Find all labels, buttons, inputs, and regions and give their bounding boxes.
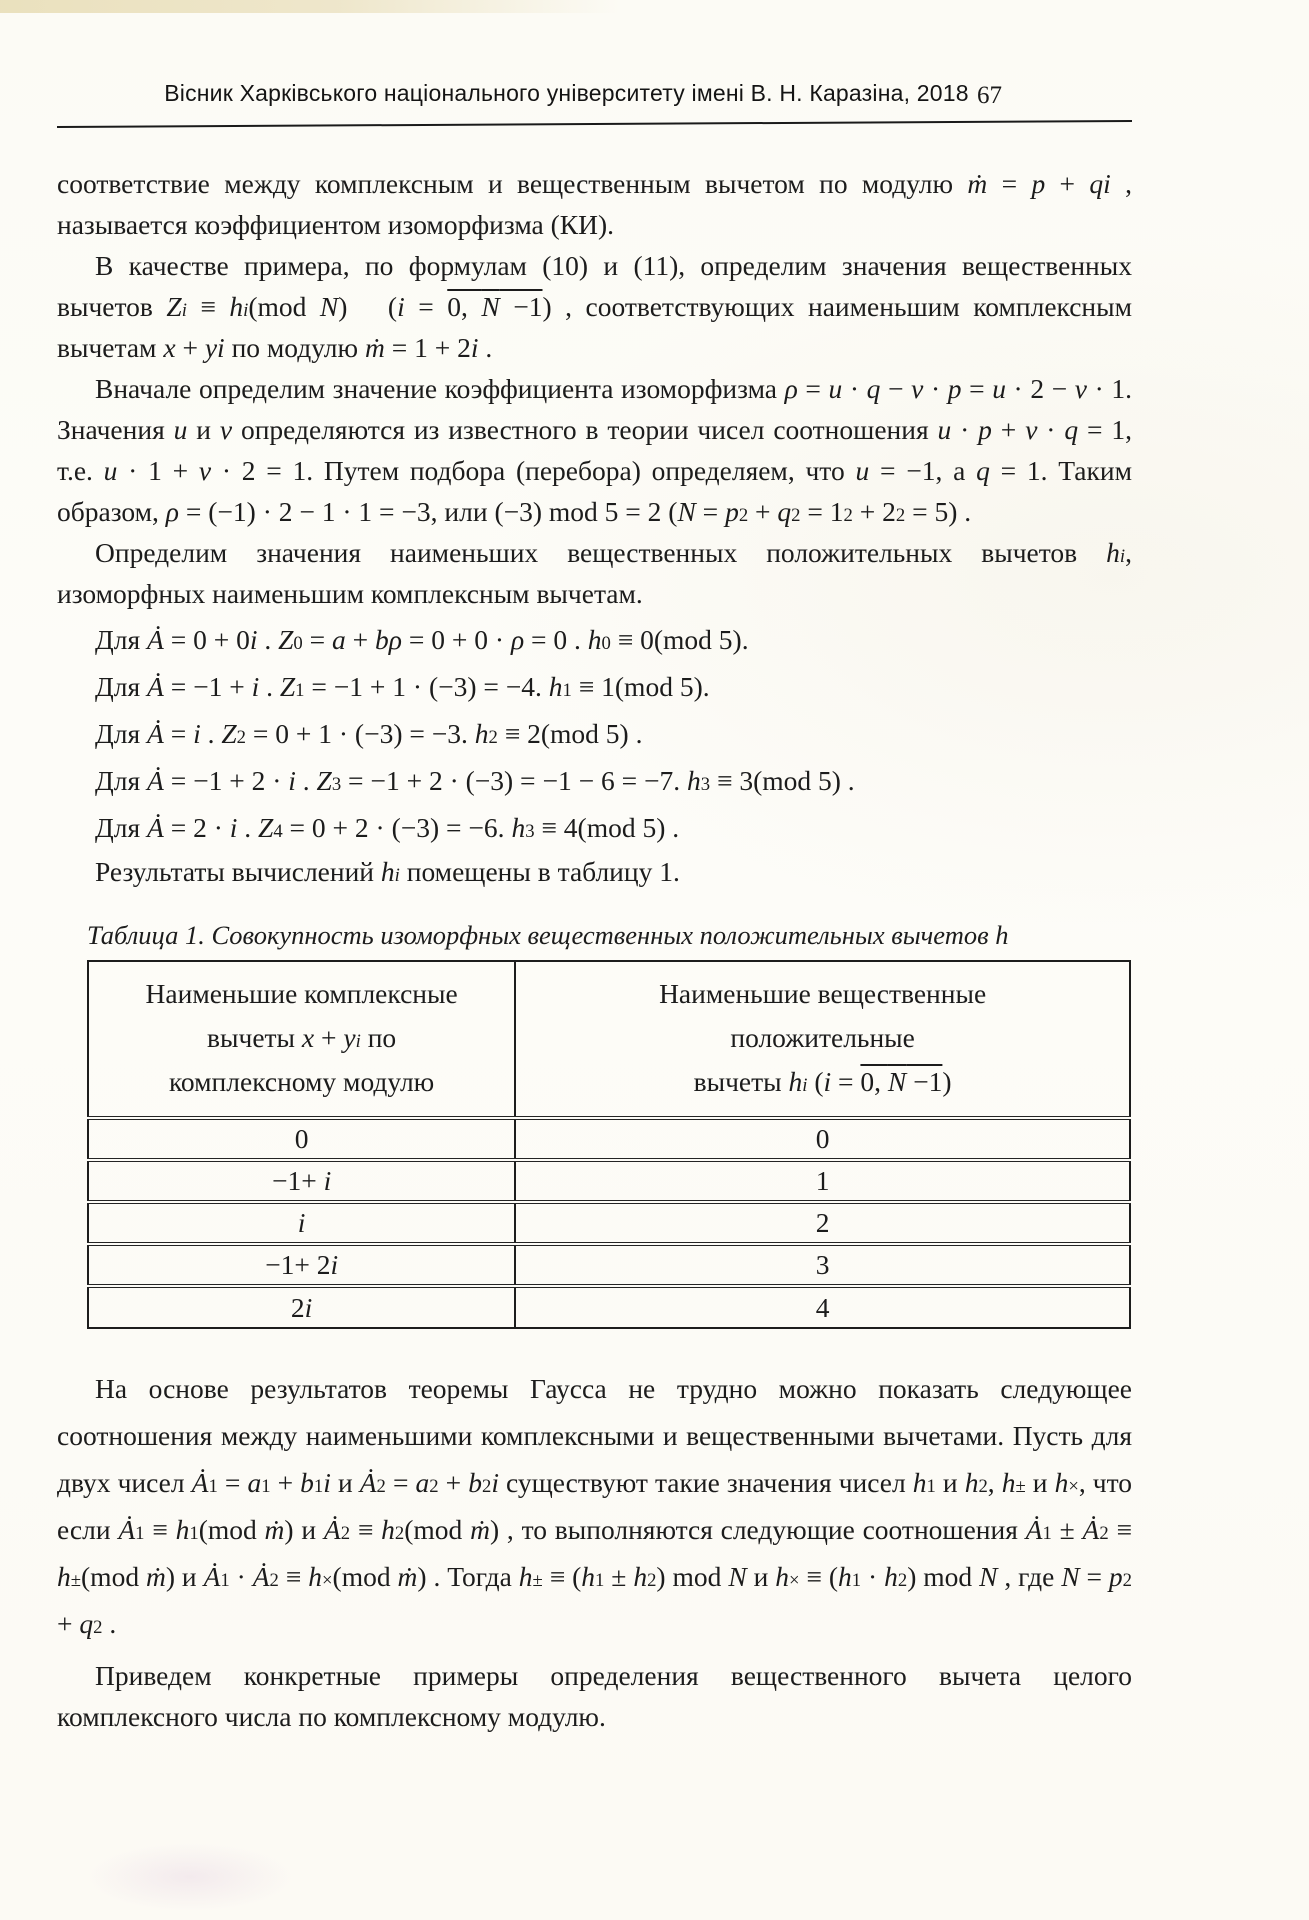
table-row <box>88 1160 1130 1202</box>
formula-line: Для Ȧ = i . $Z_2 = 0 + 1 \cdot (-3) = -3$. $h_2 \equiv 2(mod$ 5) . <box>95 718 643 749</box>
table-header-real-residues: Наименьшие вещественные положительные вычеты $h_i$ (i = 0, N −1) <box>515 961 1130 1118</box>
cell-real-residue: 3 <box>515 1244 1130 1286</box>
paragraph-results: Результаты вычислений $h_i$ помещены в таблицу 1. <box>95 856 680 887</box>
paragraph-define-residues: Определим значения наименьших вещественных положительных вычетов $h_i$, изоморфных наименьшим комплексным вычетам. <box>57 537 1132 609</box>
table-header-complex-residues: Наименьшие комплексные вычеты $x + y_i$ по комплексному модулю <box>88 961 515 1118</box>
residues-table <box>87 960 1131 1329</box>
table-row <box>88 1244 1130 1286</box>
formula-line: Для Ȧ = 2 · i . $Z_4 = 0 + 2 \cdot (-3) = -6$. $h_3 \equiv 4(mod$ 5) . <box>95 812 680 843</box>
cell-real-residue: 1 <box>515 1160 1130 1202</box>
paragraph-example-intro: В качестве примера, по формулам (10) и (11), определим значения вещественных вычетов $Z_i \equiv h_i(mod$ N) (i = 0, N −1) , соответствующих наименьшим комплексным вычетам x + yi по модулю ṁ = 1 + 2i . <box>57 250 1133 363</box>
cell-complex-residue: 0 <box>88 1118 515 1160</box>
paragraph-modulus-definition: соответствие между комплексным и вещественным вычетом по модулю ṁ = p + qi , называется коэффициентом изоморфизма (КИ). <box>57 168 1133 240</box>
table-caption: Таблица 1. Совокупность изоморфных вещественных положительных вычетов h <box>87 920 1009 950</box>
cell-complex-residue: 2i <box>88 1286 515 1328</box>
table-row <box>88 1202 1130 1244</box>
header-rule <box>57 120 1132 128</box>
cell-complex-residue: i <box>88 1202 515 1244</box>
paragraph-examples-intro: Приведем конкретные примеры определения вещественного вычета целого комплексного числа по комплексному модулю. <box>57 1660 1132 1732</box>
scan-smudge-artifact <box>85 1842 295 1912</box>
residues-table-body <box>88 1118 1130 1328</box>
formula-line: Для Ȧ = 0 + 0i . $Z_0 = a + b\rho = 0 + 0 \cdot \rho = 0$ . $h_0 \equiv 0(mod$ 5). <box>95 624 749 655</box>
page-content <box>57 0 1132 1737</box>
cell-real-residue: 2 <box>515 1202 1130 1244</box>
table-row <box>88 1118 1130 1160</box>
journal-title: Вісник Харківського національного університету імені В. Н. Каразіна, 2018 <box>164 80 969 106</box>
cell-real-residue: 0 <box>515 1118 1130 1160</box>
formula-line: Для Ȧ = −1 + i . $Z_1 = -1 + 1 \cdot (-3) = -4$. $h_1 \equiv 1(mod$ 5). <box>95 671 710 702</box>
paragraph-isomorphism-coefficient: Вначале определим значение коэффициента изоморфизма ρ = u · q − v · p = u · 2 − v · 1. Значения u и v определяются из известного в теории чисел соотношения u · p + v · q = 1, т.е. u · 1 + v · 2 = 1. Путем подбора (перебора) определяем, что u = −1, а q = 1. Таким образом, ρ = (−1) · 2 − 1 · 1 = −3, или (−3) mod 5 = 2 $(N = p^2 + q^2 = 1^2 + 2^2 = 5)$ . <box>57 373 1132 527</box>
formula-line: Для Ȧ = −1 + 2 · i . $Z_3 = -1 + 2 \cdot (-3) = -1 - 6 = -7$. $h_3 \equiv 3(mod$ 5) . <box>95 765 855 796</box>
cell-complex-residue: −1+ i <box>88 1160 515 1202</box>
cell-real-residue: 4 <box>515 1286 1130 1328</box>
table-row <box>88 1286 1130 1328</box>
page-number: 67 <box>977 82 1002 109</box>
formula-line-list <box>57 616 1132 851</box>
paragraph-gauss-theorem: На основе результатов теоремы Гаусса не трудно можно показать следующее соотношения между наименьшими комплексными и вещественными вычетами. Пусть для двух чисел $Ȧ_1 = a_1 + b_1i$ и $Ȧ_2 = a_2 + b_2i$ существуют такие значения чисел $h_1$ и $h_2$, $h_\pm$ и $h_\times$, что если $Ȧ_1 \equiv h_1(mod$ ṁ) и $Ȧ_2 \equiv h_2(mod$ ṁ) , то выполняются следующие соотношения $Ȧ_1$ ± $Ȧ_2 \equiv h_\pm(mod$ ṁ) и $Ȧ_1$ · $Ȧ_2 \equiv h_\times(mod$ ṁ) . Тогда $h_\pm \equiv (h_1 \pm h_2)$ mod N и $h_\times \equiv (h_1 \cdot h_2)$ mod N , где $N = p^2 + q^2$ . <box>57 1373 1133 1639</box>
residues-table-head <box>88 961 1130 1118</box>
page-header <box>57 80 1132 114</box>
table-header-row <box>88 961 1130 1118</box>
cell-complex-residue: −1+ 2i <box>88 1244 515 1286</box>
